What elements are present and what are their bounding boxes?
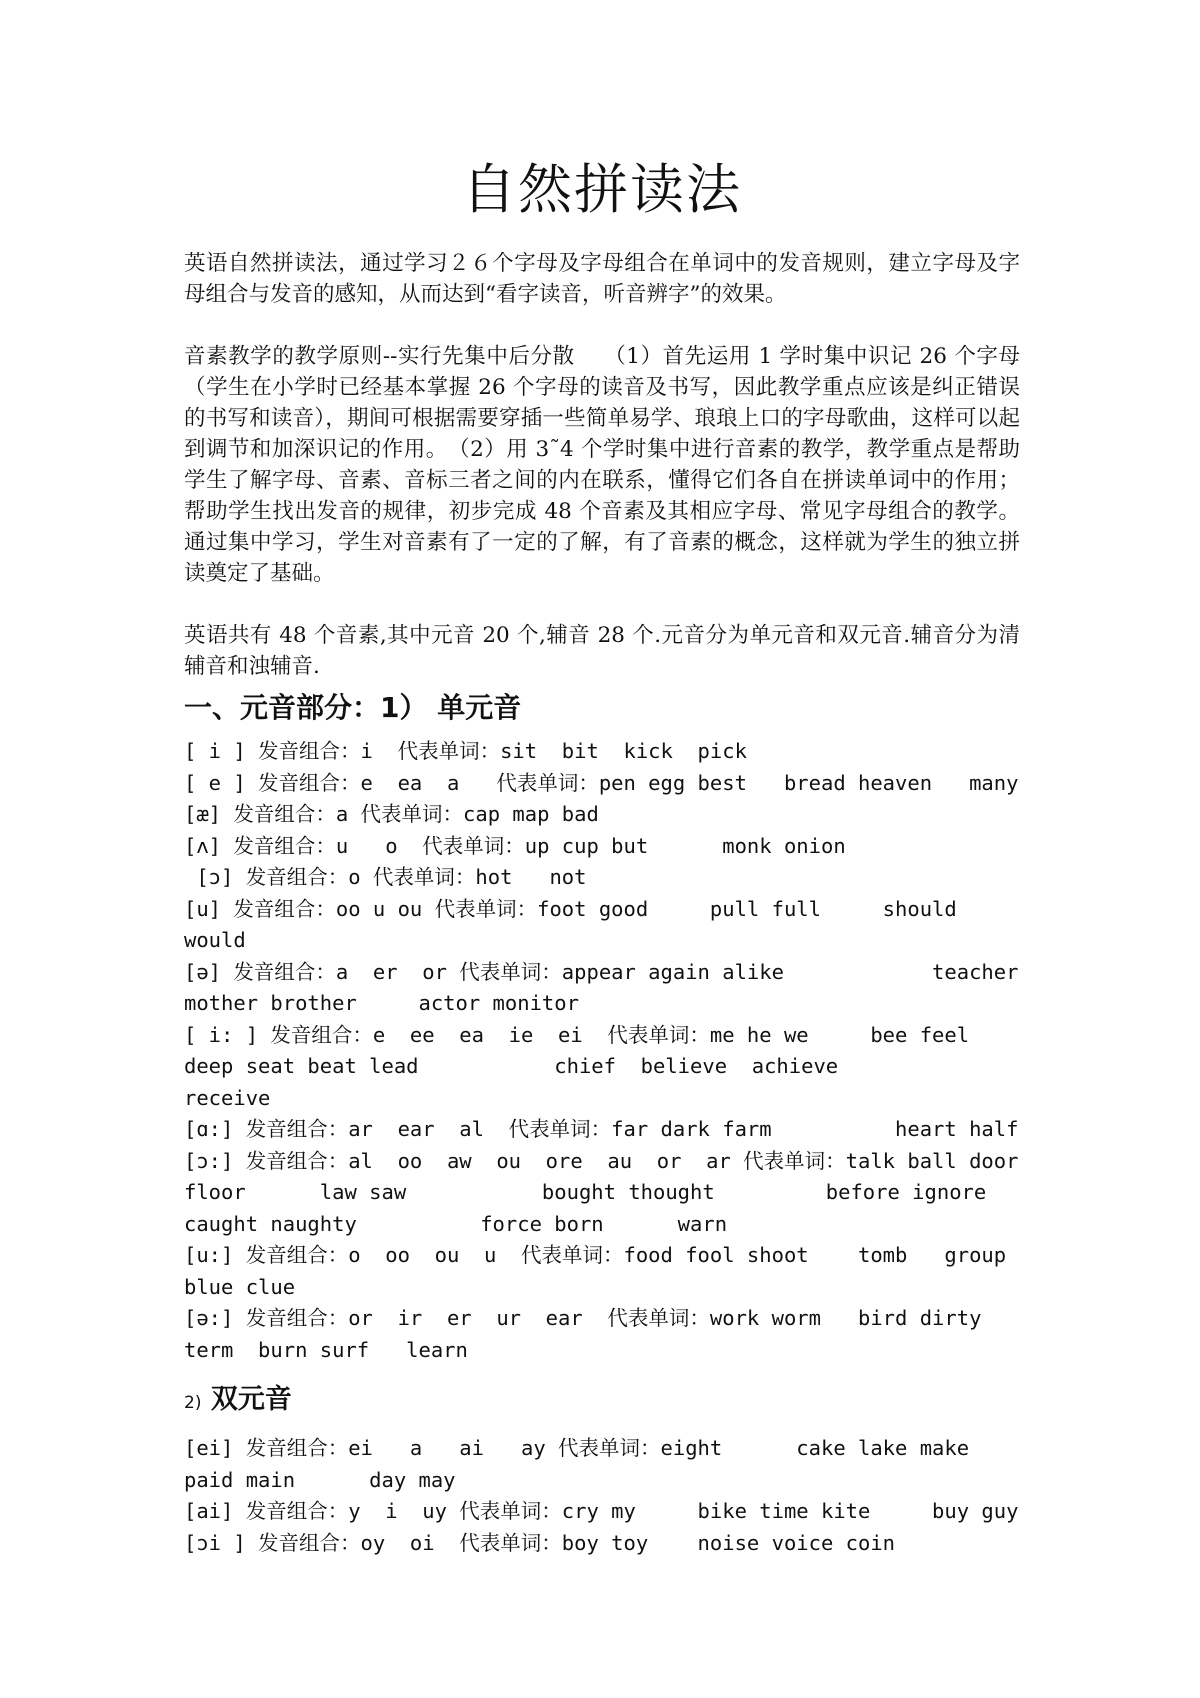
principle-paragraph: 音素教学的教学原则--实行先集中后分散 （1）首先运用 1 学时集中识记 26 个字母（学生在小学时已经基本掌握 26 个字母的读音及书写，因此教学重点应该是纠正错误的书写和读音），期间可根据需要穿插一些简单易学、琅琅上口的字母歌曲，这样可以起到调节和加深识记的作用。 （2）用 3˜4 个学时集中进行音素的教学，教学重点是帮助学生了解字母、音素、音标三者之间的内在联系，懂得它们各自在拼读单词中的作用；帮助学生找出发音的规律，初步完成 48 个音素及其相应字母、常见字母组合的教学。通过集中学习，学生对音素有了一定的了解，有了音素的概念，这样就为学生的独立拼读奠定了基础。 — [184, 344, 1020, 586]
phoneme-line: [u:] 发音组合：o oo ou u 代表单词：food fool shoot tomb group blue clue — [184, 1243, 1019, 1299]
phoneme-line: [ə:] 发音组合：or ir er ur ear 代表单词：work worm bird dirty term burn surf learn — [184, 1306, 994, 1362]
phoneme-line: [ e ] 发音组合：e ea a 代表单词：pen egg best bread heaven many — [184, 770, 1019, 795]
phoneme-line: [ɑ:] 发音组合：ar ear al 代表单词：far dark farm heart half — [184, 1117, 1019, 1141]
phoneme-line: [ə] 发音组合：a er or 代表单词：appear again alike teacher mother brother actor monitor — [184, 959, 1031, 1015]
phoneme-line: [u] 发音组合：oo u ou 代表单词：foot good pull full should would — [184, 896, 970, 952]
spacer — [184, 589, 1020, 620]
phoneme-line: [ɔi ] 发音组合：oy oi 代表单词：boy toy noise voice coin — [184, 1530, 896, 1555]
phoneme-line: [ɔ:] 发音组合：al oo aw ou ore au or ar 代表单词：talk ball door floor law saw bought thought before ignore caught naughty force born warn — [184, 1148, 1031, 1236]
phoneme-line: [ i ] 发音组合：i 代表单词：sit bit kick pick — [184, 739, 747, 763]
summary-paragraph: 英语共有 48 个音素,其中元音 20 个,辅音 28 个.元音分为单元音和双元音.辅音分为清辅音和浊辅音. — [184, 623, 1020, 679]
phoneme-line: [ai] 发音组合：y i uy 代表单词：cry my bike time kite buy guy — [184, 1499, 1019, 1523]
phoneme-line: [ i: ] 发音组合：e ee ea ie ei 代表单词：me he we bee feel deep seat beat lead chief believe achieve receive — [184, 1022, 982, 1110]
monophthong-list — [184, 736, 1031, 1366]
phoneme-line: [æ] 发音组合：a 代表单词：cap map bad — [184, 802, 599, 826]
section-heading-monophthongs: 一、元音部分：1） 单元音 — [184, 691, 522, 724]
spacer — [184, 310, 1020, 341]
section-heading-diphthongs — [184, 1380, 1020, 1423]
phoneme-line: [ɔ] 发音组合：o 代表单词：hot not — [184, 865, 587, 889]
section-number: 2) — [184, 1393, 202, 1413]
intro-paragraph: 英语自然拼读法，通过学习２６个字母及字母组合在单词中的发音规则，建立字母及字母组合与发音的感知，从而达到“看字读音，听音辨字”的效果。 — [184, 251, 1020, 307]
section-heading-text: 双元音 — [210, 1384, 292, 1415]
document-page — [184, 150, 1031, 1559]
document-title: 自然拼读法 — [462, 158, 742, 221]
phoneme-line: [ei] 发音组合：ei a ai ay 代表单词：eight cake lake make paid main day may — [184, 1436, 982, 1492]
phoneme-line: [ʌ] 发音组合：u o 代表单词：up cup but monk onion — [184, 833, 846, 858]
diphthong-list — [184, 1433, 1020, 1559]
